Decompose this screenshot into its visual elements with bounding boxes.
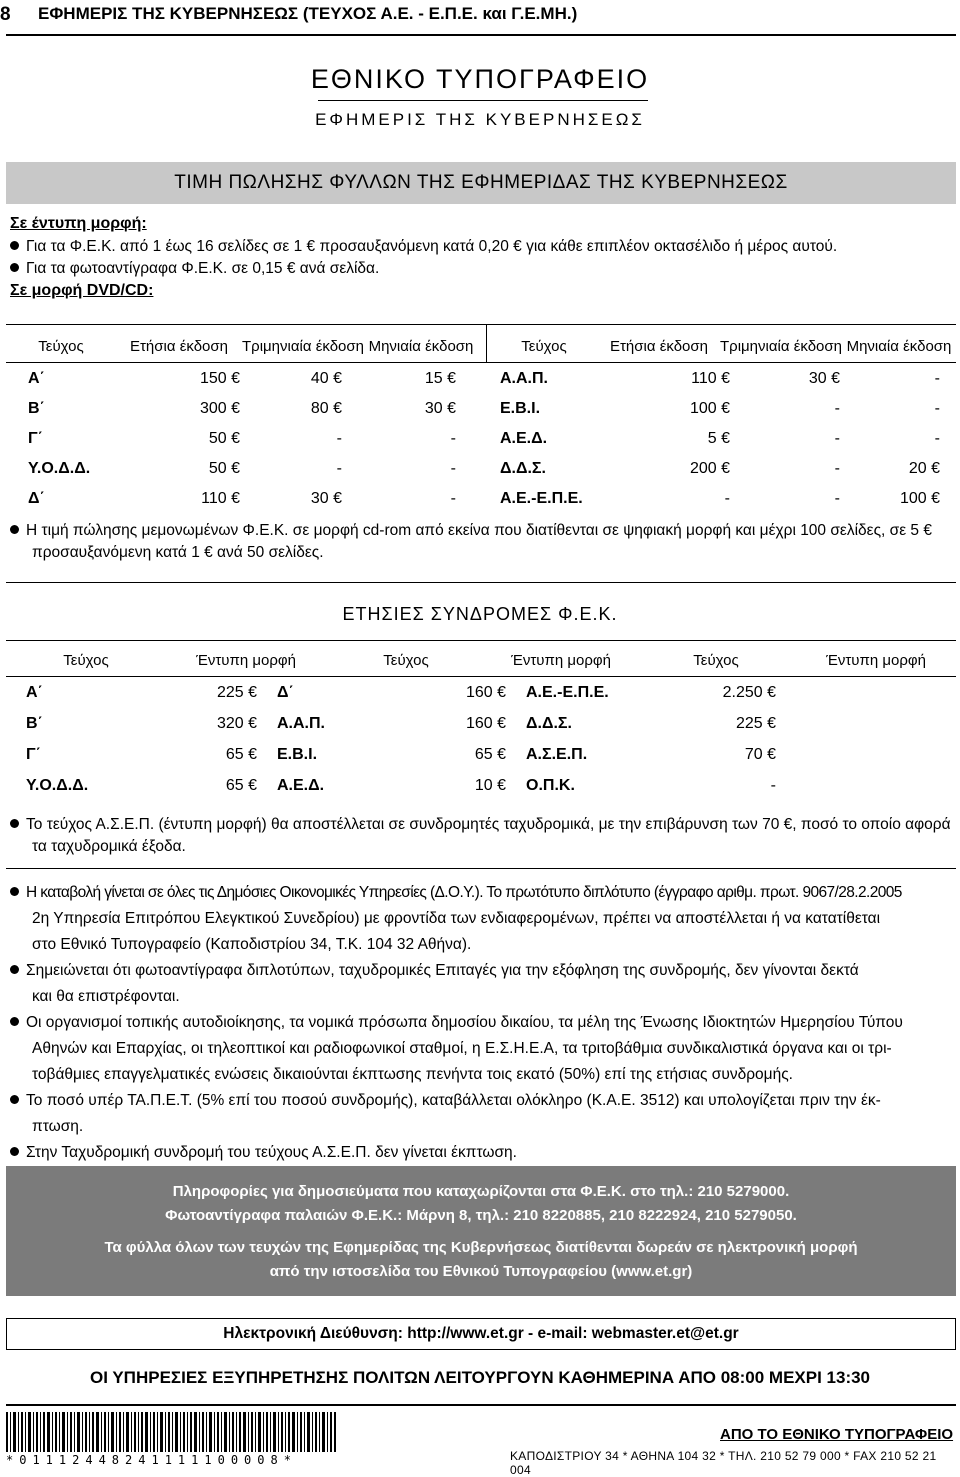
barcode-icon — [6, 1412, 336, 1452]
photocopy-price-line: Για τα φωτοαντίγραφα Φ.Ε.Κ. σε 0,15 € ανά σελίδα. — [10, 260, 379, 278]
info-line: από την ιστοσελίδα του Εθνικού Τυπογραφείου (www.et.gr) — [269, 1263, 693, 1280]
column-header: Μηνιαία έκδοση — [846, 338, 952, 355]
table-top-rule — [6, 640, 956, 641]
bullet-icon — [10, 887, 19, 896]
table-top-rule — [6, 324, 956, 325]
table-row: Α.Ε.-Ε.Π.Ε. - - 100 € — [500, 490, 940, 507]
dvd-table-header-left — [6, 338, 478, 355]
print-format-heading: Σε έντυπη μορφή: — [10, 215, 147, 232]
section-rule — [6, 582, 956, 583]
price-section-title: ΤΙΜΗ ΠΩΛΗΣΗΣ ΦΥΛΛΩΝ ΤΗΣ ΕΦΗΜΕΡΙΔΑΣ ΤΗΣ ΚΥΒΕΡΝΗΣΕΩΣ — [174, 172, 788, 193]
column-header: Μηνιαία έκδοση — [368, 338, 474, 355]
section-rule — [6, 868, 956, 869]
service-hours: ΟΙ ΥΠΗΡΕΣΙΕΣ ΕΞΥΠΗΡΕΤΗΣΗΣ ΠΟΛΙΤΩΝ ΛΕΙΤΟΥΡΓΟΥΝ ΚΑΘΗΜΕΡΙΝΑ ΑΠΟ 08:00 ΜΕΧΡΙ 13:30 — [89, 1368, 871, 1387]
bullet-icon — [10, 241, 19, 250]
column-header: Τριμηνιαία έκδοση — [720, 338, 842, 355]
bullet-icon — [10, 1147, 19, 1156]
subscriptions-table — [6, 684, 956, 808]
column-header: Ετήσια έκδοση — [610, 338, 708, 355]
bullet-icon — [10, 1095, 19, 1104]
footer-rule — [6, 1404, 956, 1406]
note-item: Στην Ταχυδρομική συνδρομή του τεύχους Α.Σ.Ε.Π. δεν γίνεται έκπτωση. — [10, 1140, 956, 1166]
page-number: 8 — [0, 4, 11, 25]
subscriptions-title: ΕΤΗΣΙΕΣ ΣΥΝΔΡΟΜΕΣ Φ.Ε.Κ. — [342, 604, 618, 624]
note-item: Η καταβολή γίνεται σε όλες τις Δημόσιες Οικονομικές Υπηρεσίες (Δ.Ο.Υ.). Το πρωτότυπο διπλότυπο (έγγραφο αριθμ. πρωτ. 9067/28.2.2005 — [10, 880, 956, 906]
subscriptions-header — [6, 652, 956, 669]
table-row: Α.Α.Π. 110 € 30 € - — [500, 370, 940, 387]
table-header-rule — [6, 362, 956, 363]
bullet-icon — [10, 525, 19, 534]
note-item: Το ποσό υπέρ ΤΑ.Π.Ε.Τ. (5% επί του ποσού συνδρομής), καταβάλλεται ολόκληρο (Κ.Α.Ε. 3512) και υπολογίζεται πριν την έκ- — [10, 1088, 956, 1114]
info-line: Πληροφορίες για δημοσιεύματα που καταχωρίζονται στα Φ.Ε.Κ. στο τηλ.: 210 5279000. — [172, 1183, 790, 1200]
bullet-icon — [10, 263, 19, 272]
running-title: ΕΦΗΜΕΡΙΣ ΤΗΣ ΚΥΒΕΡΝΗΣΕΩΣ (ΤΕΥΧΟΣ Α.Ε. - Ε.Π.Ε. και Γ.Ε.ΜΗ.) — [38, 4, 578, 23]
column-header: Έντυπη μορφή — [196, 652, 296, 669]
column-header: Έντυπη μορφή — [511, 652, 611, 669]
table-row: Δ΄ 110 € 30 € - — [28, 490, 456, 507]
table-row: Γ΄ 50 € - - — [28, 430, 456, 447]
table-row: Α.Ε.Δ. 5 € - - — [500, 430, 940, 447]
table-row: Υ.Ο.Δ.Δ. 50 € - - — [28, 460, 456, 477]
publisher-subtitle: ΕΦΗΜΕΡΙΣ ΤΗΣ ΚΥΒΕΡΝΗΣΕΩΣ — [315, 110, 645, 129]
payment-notes: Η καταβολή γίνεται σε όλες τις Δημόσιες Οικονομικές Υπηρεσίες (Δ.Ο.Υ.). Το πρωτότυπο διπλότυπο (έγγραφο αριθμ. πρωτ. 9067/28.2.2005 2η Υπηρεσία Επιτρόπου Ελεγκτικού Συνεδρίου) με φροντίδα των ενδιαφερομένων, πρέπει να αποστέλλεται ή να κατατίθεται στο Εθνικό Τυπογραφείο (Καποδιστρίου 34, Τ.Κ. 104 32 Αθήνα). Σημειώνεται ότι φωτοαντίγραφα διπλοτύπων, ταχυδρομικές Επιταγές για την εξόφληση της συνδρομής, δεν γίνονται δεκτά και θα επιστρέφονται. Οι οργανισμοί τοπικής αυτοδιοίκησης, τα νομικά πρόσωπα δημοσίου δικαίου, τα μέλη της Ένωσης Ιδιοκτητών Ημερησίου Τύπου Αθηνών και Επαρχίας, οι τηλεοπτικοί και ραδιοφωνικοί σταθμοί, η Ε.Σ.Η.Ε.Α, τα τριτοβάθμια συνδικαλιστικά όργανα και οι τρι- τοβάθμιες επαγγελματικές ενώσεις δικαιούνται έκπτωσης πενήντα τοις εκατό (50%) επί της ετήσιας συνδρομής. Το ποσό υπέρ ΤΑ.Π.Ε.Τ. (5% επί του ποσού συνδρομής), καταβάλλεται ολόκληρο (Κ.Α.Ε. 3512) και υπολογίζεται πριν την έκ- πτωση. Στην Ταχυδρομική συνδρομή του τεύχους Α.Σ.Ε.Π. δεν γίνεται έκπτωση. — [10, 880, 956, 1166]
column-header: Τεύχος — [38, 338, 84, 355]
column-header: Τεύχος — [693, 652, 739, 669]
column-header: Ετήσια έκδοση — [130, 338, 228, 355]
info-line: Τα φύλλα όλων των τευχών της Εφημερίδας της Κυβερνήσεως διατίθενται δωρεάν σε ηλεκτρονική μορφή — [104, 1239, 858, 1256]
barcode-number: *01112448241111100008* — [6, 1453, 297, 1467]
table-row: Β΄ 320 € Α.Α.Π. 160 € Δ.Δ.Σ. 225 € — [26, 715, 776, 732]
table-row: Α΄ 150 € 40 € 15 € — [28, 370, 456, 387]
info-line: Φωτοαντίγραφα παλαιών Φ.Ε.Κ.: Μάρνη 8, τηλ.: 210 8220885, 210 8222924, 210 5279050. — [165, 1207, 797, 1224]
contact-box — [6, 1318, 956, 1350]
footer-address: ΚΑΠΟΔΙΣΤΡΙΟΥ 34 * ΑΘΗΝΑ 104 32 * ΤΗΛ. 210 52 79 000 * FAX 210 52 21 004 — [510, 1449, 937, 1477]
bullet-icon — [10, 1017, 19, 1026]
column-header: Έντυπη μορφή — [826, 652, 926, 669]
publisher-name: ΕΘΝΙΚΟ ΤΥΠΟΓΡΑΦΕΙΟ — [310, 64, 650, 94]
dvd-table-header-right — [490, 338, 956, 355]
footer-office: ΑΠΟ ΤΟ ΕΘΝΙΚΟ ΤΥΠΟΓΡΑΦΕΙΟ — [720, 1426, 954, 1443]
note-item: Σημειώνεται ότι φωτοαντίγραφα διπλοτύπων, ταχυδρομικές Επιταγές για την εξόφληση της συνδρομής, δεν γίνονται δεκτά — [10, 958, 956, 984]
cdrom-note-cont: προσαυξανόμενη κατά 1 € ανά 50 σελίδες. — [32, 544, 324, 561]
table-row: Α΄ 225 € Δ΄ 160 € Α.Ε.-Ε.Π.Ε. 2.250 € — [26, 684, 776, 701]
table-divider — [486, 324, 487, 362]
table-row: Γ΄ 65 € Ε.Β.Ι. 65 € Α.Σ.Ε.Π. 70 € — [26, 746, 776, 763]
asep-note-cont: τα ταχυδρομικά έξοδα. — [32, 838, 186, 855]
bullet-icon — [10, 965, 19, 974]
contact-line: Ηλεκτρονική Διεύθυνση: http://www.et.gr - e-mail: webmaster.et@et.gr — [223, 1325, 739, 1342]
table-row: Υ.Ο.Δ.Δ. 65 € Α.Ε.Δ. 10 € Ο.Π.Κ. - — [26, 777, 776, 794]
table-header-rule — [6, 676, 956, 677]
dvd-format-heading: Σε μορφή DVD/CD: — [10, 282, 154, 299]
price-section-bar — [6, 162, 956, 204]
dvd-table-right — [490, 370, 956, 520]
note-item: Οι οργανισμοί τοπικής αυτοδιοίκησης, τα νομικά πρόσωπα δημοσίου δικαίου, τα μέλη της Ένωσης Ιδιοκτητών Ημερησίου Τύπου — [10, 1010, 956, 1036]
brand-divider — [318, 100, 648, 101]
dvd-table-left — [6, 370, 486, 520]
column-header: Τεύχος — [63, 652, 109, 669]
column-header: Τεύχος — [383, 652, 429, 669]
table-row: Δ.Δ.Σ. 200 € - 20 € — [500, 460, 940, 477]
table-row: Ε.Β.Ι. 100 € - - — [500, 400, 940, 417]
bullet-icon — [10, 819, 19, 828]
cdrom-note: Η τιμή πώλησης μεμονωμένων Φ.Ε.Κ. σε μορφή cd-rom από εκείνα που διατίθενται σε ψηφιακή μορφή και μέχρι 100 σελίδες, σε 5 € — [10, 522, 932, 540]
print-price-line: Για τα Φ.Ε.Κ. από 1 έως 16 σελίδες σε 1 € προσαυξανόμενη κατά 0,20 € για κάθε επιπλέον οκτασέλιδο ή μέρος αυτού. — [10, 238, 837, 256]
column-header: Τριμηνιαία έκδοση — [242, 338, 364, 355]
info-box — [6, 1166, 956, 1296]
asep-note: Το τεύχος Α.Σ.Ε.Π. (έντυπη μορφή) θα αποστέλλεται σε συνδρομητές ταχυδρομικά, με την επιβάρυνση των 70 €, ποσό το οποίο αφορά — [10, 816, 951, 834]
table-row: Β΄ 300 € 80 € 30 € — [28, 400, 456, 417]
column-header: Τεύχος — [521, 338, 567, 355]
